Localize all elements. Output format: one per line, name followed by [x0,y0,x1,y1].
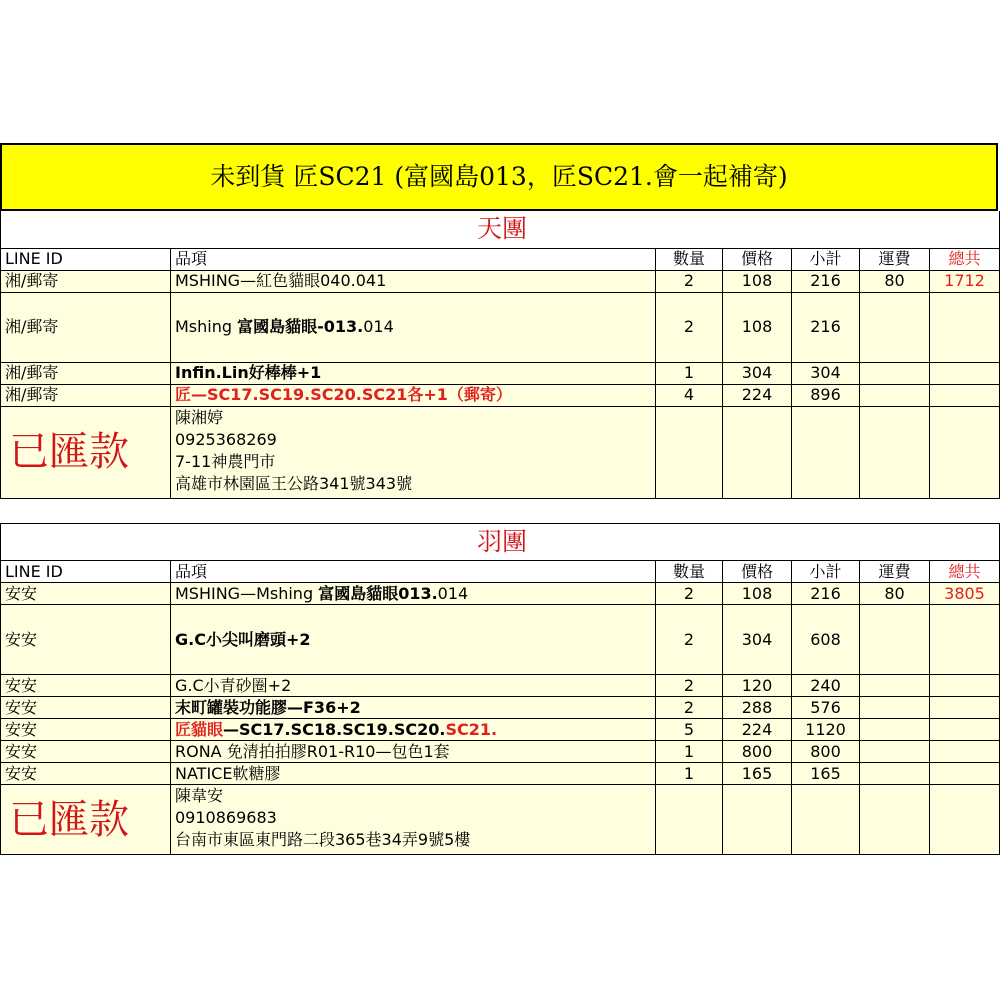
cell-subtotal: 576 [792,697,860,719]
item-text: MSHING—Mshing [175,583,319,603]
table-row [1,384,1000,406]
cell-price: 120 [723,675,792,697]
item-text-red: SC21. [445,719,498,739]
item-text: Mshing [175,317,238,336]
cell-item [171,719,656,741]
cell-price: 304 [723,605,792,675]
cell-total [930,675,1000,697]
cell-subtotal: 165 [792,763,860,785]
group-title: 天團 [1,211,1000,248]
cell-item: Infin.Lin好棒棒+1 [171,362,656,384]
header-lineid: LINE ID [1,248,171,270]
cell-price: 304 [723,362,792,384]
cell-subtotal: 304 [792,362,860,384]
cell-price: 288 [723,697,792,719]
item-text-bold: 富國島貓眼-013. [237,317,364,336]
table-row [1,697,1000,719]
cell-qty: 1 [656,763,723,785]
empty-cell [792,406,860,498]
table-row [1,719,1000,741]
header-lineid: LINE ID [1,561,171,583]
cell-total [930,362,1000,384]
table-row [1,270,1000,292]
recipient-phone: 0910869683 [175,808,277,827]
recipient-name: 陳湘婷 [175,407,224,427]
recipient-address: 台南市東區東門路二段365巷34弄9號5樓 [175,830,471,849]
cell-shipping [860,763,930,785]
cell-lineid: 安安 [1,697,171,719]
cell-total [930,741,1000,763]
cell-qty: 2 [656,675,723,697]
recipient-store: 7-11神農門市 [175,451,276,471]
header-total: 總共 [930,248,1000,270]
cell-lineid: 安安 [1,763,171,785]
item-text-red: 匠貓眼 [175,719,224,739]
cell-subtotal: 240 [792,675,860,697]
cell-shipping [860,741,930,763]
cell-total [930,763,1000,785]
cell-shipping [860,292,930,362]
cell-lineid: 安安 [1,583,171,605]
cell-item: G.C小青砂圈+2 [171,675,656,697]
table-row [1,763,1000,785]
empty-cell [860,406,930,498]
cell-item: G.C小尖叫磨頭+2 [171,605,656,675]
header-shipping: 運費 [860,248,930,270]
cell-price: 224 [723,384,792,406]
recipient-name: 陳韋安 [175,786,224,805]
cell-qty: 5 [656,719,723,741]
item-text-red: 匠—SC17.SC19.SC20. [175,385,362,404]
header-price: 價格 [723,248,792,270]
empty-cell [930,406,1000,498]
cell-total: 1712 [930,270,1000,292]
cell-item: NATICE軟糖膠 [171,763,656,785]
recipient-info [171,406,656,498]
item-text-bold: 富國島貓眼013. [318,583,438,603]
cell-subtotal: 216 [792,583,860,605]
cell-lineid: 安安 [1,675,171,697]
recipient-row [1,785,1000,855]
group-title: 羽團 [1,524,1000,561]
item-text-bold: —SC17.SC18.SC19.SC20. [223,719,446,739]
cell-total [930,292,1000,362]
table-row [1,741,1000,763]
header-qty: 數量 [656,561,723,583]
cell-qty: 1 [656,362,723,384]
table-row [1,362,1000,384]
cell-shipping [860,697,930,719]
table-row [1,675,1000,697]
cell-price: 108 [723,583,792,605]
paid-status: 已匯款 [1,785,171,855]
table-row [1,605,1000,675]
empty-cell [656,785,723,855]
item-text: 014 [437,583,469,603]
cell-subtotal: 1120 [792,719,860,741]
cell-shipping: 80 [860,583,930,605]
cell-lineid: 湘/郵寄 [1,292,171,362]
recipient-address: 高雄市林園區王公路341號343號 [175,473,413,493]
header-qty: 數量 [656,248,723,270]
cell-lineid: 安安 [1,605,171,675]
empty-cell [930,785,1000,855]
cell-qty: 4 [656,384,723,406]
banner-title: 未到貨 匠SC21 (富國島013，匠SC21.會一起補寄) [0,143,998,211]
cell-lineid: 湘/郵寄 [1,270,171,292]
cell-shipping: 80 [860,270,930,292]
header-total: 總共 [930,561,1000,583]
cell-qty: 2 [656,270,723,292]
cell-shipping [860,605,930,675]
cell-shipping [860,719,930,741]
cell-total [930,605,1000,675]
order-table-tian [0,211,1000,499]
cell-item: RONA 免清拍拍膠R01-R10—包色1套 [171,741,656,763]
cell-lineid: 安安 [1,719,171,741]
cell-shipping [860,384,930,406]
cell-price: 108 [723,292,792,362]
order-table-yu [0,523,1000,855]
cell-subtotal: 608 [792,605,860,675]
header-subtotal: 小計 [792,561,860,583]
cell-total [930,719,1000,741]
empty-cell [860,785,930,855]
cell-price: 108 [723,270,792,292]
item-text: 014 [363,317,394,336]
cell-shipping [860,675,930,697]
cell-item: MSHING—紅色貓眼040.041 [171,270,656,292]
cell-item [171,583,656,605]
recipient-info [171,785,656,855]
cell-price: 224 [723,719,792,741]
cell-qty: 2 [656,697,723,719]
recipient-row [1,406,1000,498]
cell-subtotal: 800 [792,741,860,763]
cell-item [171,384,656,406]
cell-qty: 2 [656,292,723,362]
cell-lineid: 湘/郵寄 [1,384,171,406]
cell-lineid: 湘/郵寄 [1,362,171,384]
cell-qty: 1 [656,741,723,763]
cell-item: 末町罐裝功能膠—F36+2 [171,697,656,719]
cell-shipping [860,362,930,384]
header-subtotal: 小計 [792,248,860,270]
empty-cell [792,785,860,855]
header-item: 品項 [171,248,656,270]
empty-cell [656,406,723,498]
cell-qty: 2 [656,583,723,605]
cell-price: 800 [723,741,792,763]
empty-cell [723,406,792,498]
cell-subtotal: 896 [792,384,860,406]
header-shipping: 運費 [860,561,930,583]
cell-subtotal: 216 [792,292,860,362]
cell-qty: 2 [656,605,723,675]
paid-status: 已匯款 [1,406,171,498]
empty-cell [723,785,792,855]
recipient-phone: 0925368269 [175,429,277,449]
cell-total: 3805 [930,583,1000,605]
table-row [1,583,1000,605]
header-price: 價格 [723,561,792,583]
cell-subtotal: 216 [792,270,860,292]
cell-total [930,384,1000,406]
cell-lineid: 安安 [1,741,171,763]
cell-price: 165 [723,763,792,785]
item-text-red: SC21各+1（郵寄） [361,385,512,404]
header-item: 品項 [171,561,656,583]
table-row [1,292,1000,362]
cell-total [930,697,1000,719]
cell-item [171,292,656,362]
